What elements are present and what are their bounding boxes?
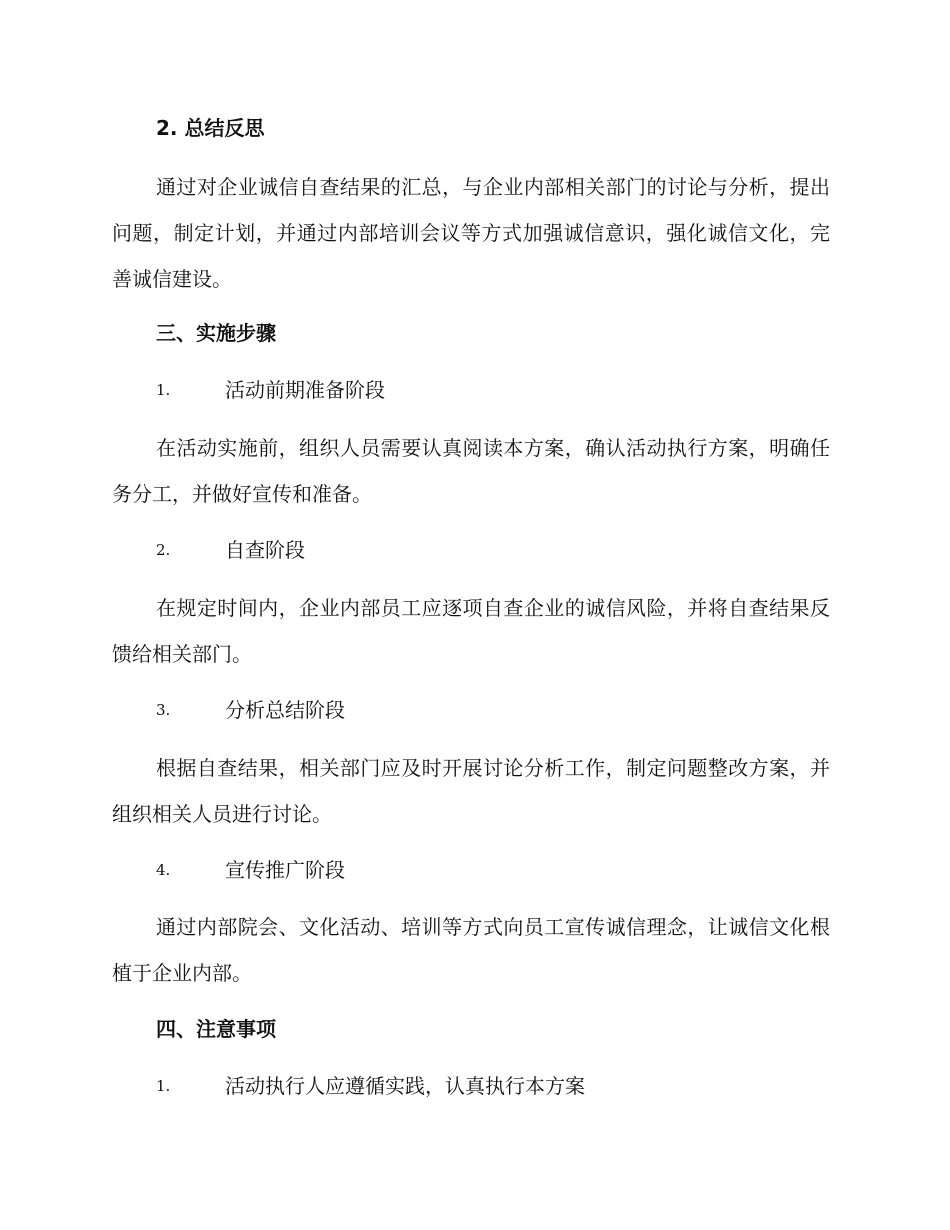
paragraph-text: 在规定时间内，企业内部员工应逐项自查企业的诚信风险，并将自查结果反馈给相关部门。 [112, 596, 830, 666]
list-title: 活动执行人应遵循实践，认真执行本方案 [225, 1074, 585, 1098]
list-number: 4. [156, 861, 171, 879]
section-heading-notes: 四、注意事项 [156, 1017, 276, 1041]
paragraph-text: 根据自查结果，相关部门应及时开展讨论分析工作，制定问题整改方案，并组织相关人员进行讨论。 [112, 756, 830, 826]
section-heading-steps: 三、实施步骤 [156, 321, 276, 345]
paragraph-text: 通过内部院会、文化活动、培训等方式向员工宣传诚信理念，让诚信文化根植于企业内部。 [112, 915, 830, 985]
list-title: 分析总结阶段 [225, 698, 345, 722]
paragraph-step-1 [112, 425, 830, 517]
paragraph-summary [112, 164, 830, 302]
list-number: 2. [156, 541, 171, 559]
section-heading-summary: 2. 总结反思 [156, 116, 265, 140]
list-number: 3. [156, 701, 171, 719]
paragraph-step-4 [112, 904, 830, 996]
list-title: 自查阶段 [225, 538, 305, 562]
list-number: 1. [156, 381, 171, 399]
paragraph-step-3 [112, 745, 830, 837]
list-title: 活动前期准备阶段 [225, 378, 385, 402]
paragraph-text: 通过对企业诚信自查结果的汇总，与企业内部相关部门的讨论与分析，提出问题，制定计划，并通过内部培训会议等方式加强诚信意识，强化诚信文化，完善诚信建设。 [112, 175, 830, 291]
paragraph-step-2 [112, 585, 830, 677]
paragraph-text: 在活动实施前，组织人员需要认真阅读本方案，确认活动执行方案，明确任务分工，并做好宣传和准备。 [112, 436, 830, 506]
list-title: 宣传推广阶段 [225, 858, 345, 882]
list-number: 1. [156, 1077, 171, 1095]
